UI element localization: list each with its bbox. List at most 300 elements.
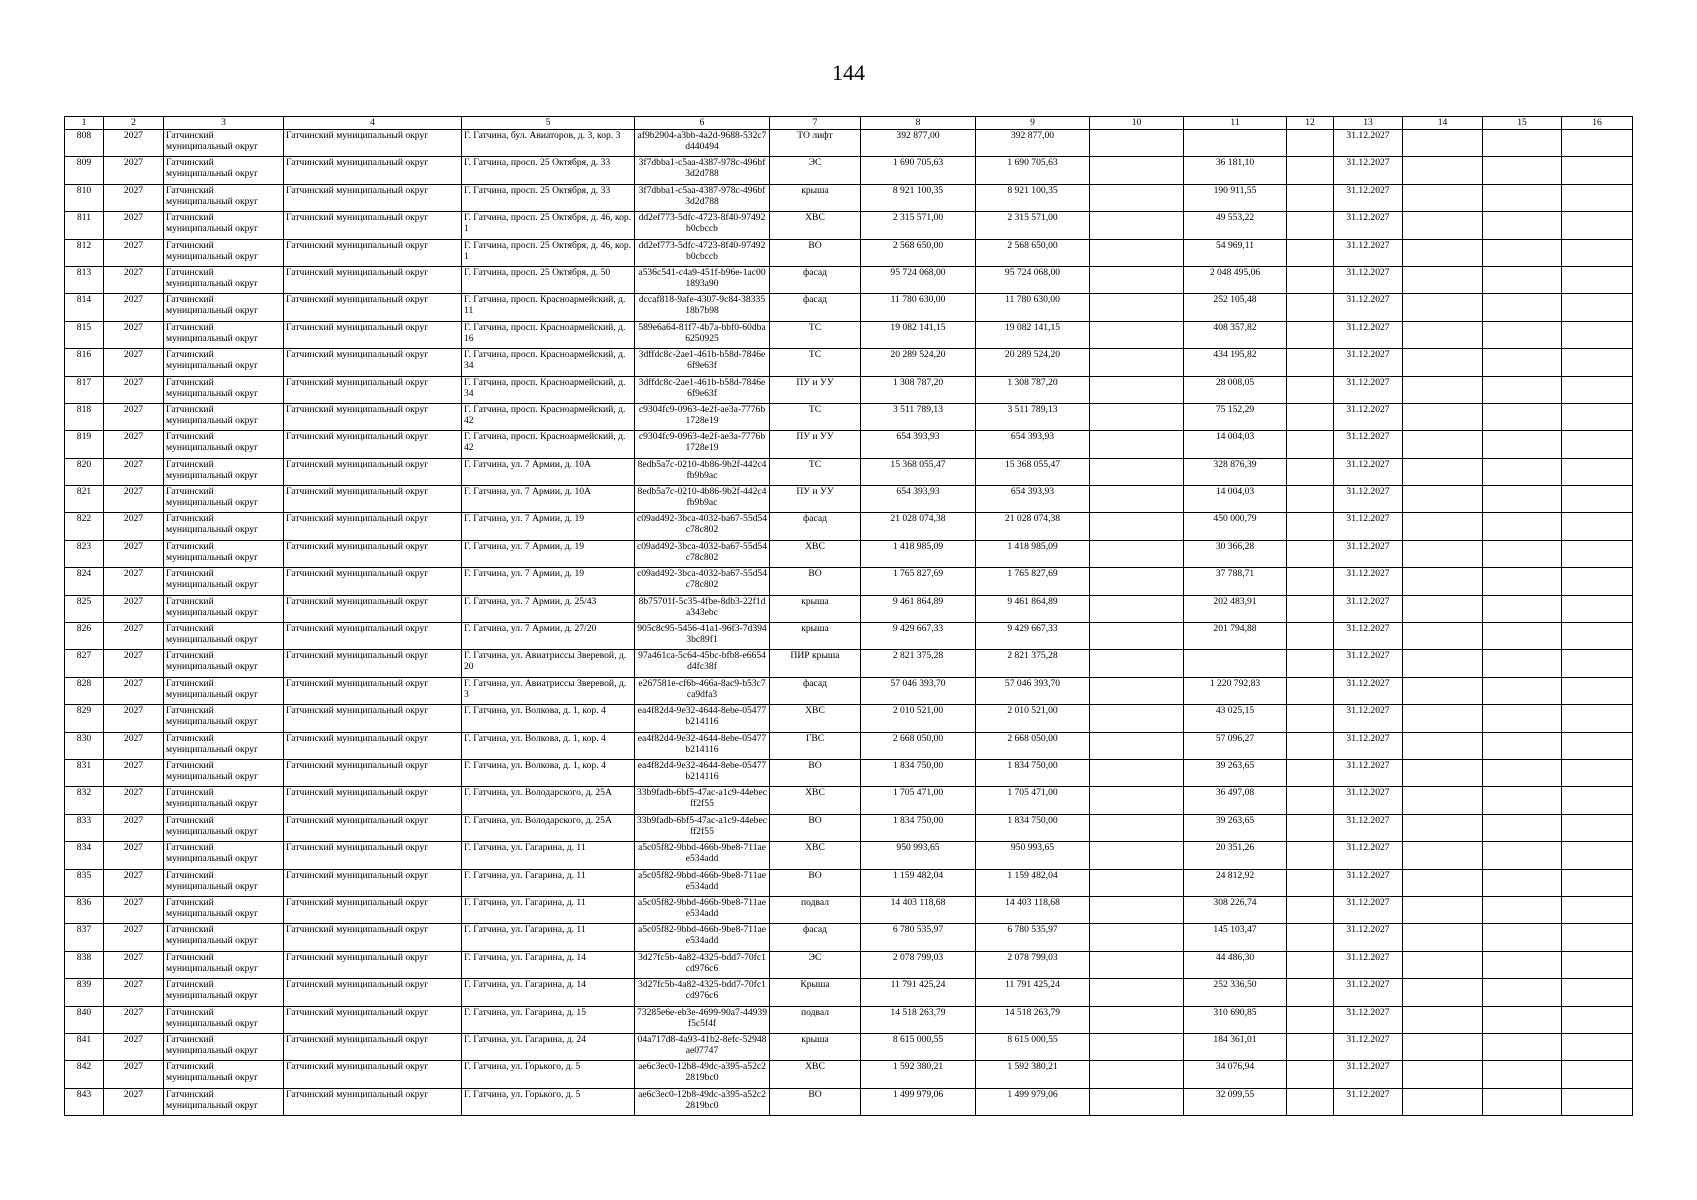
table-cell: фасад [770, 677, 861, 704]
table-cell: Гатчинский муниципальный округ [164, 759, 284, 786]
table-cell [1483, 623, 1562, 650]
table-cell: 73285e6e-eb3e-4699-90a7-44939f5c5f4f [635, 1006, 770, 1033]
table-cell: 24 812,92 [1184, 869, 1287, 896]
table-cell: 2027 [104, 431, 164, 458]
table-cell: 408 357,82 [1184, 321, 1287, 348]
table-cell: Гатчинский муниципальный округ [164, 842, 284, 869]
table-row [65, 486, 1633, 513]
table-cell: Гатчинский муниципальный округ [284, 595, 462, 622]
table-cell [1287, 568, 1334, 595]
table-cell: Гатчинский муниципальный округ [164, 184, 284, 211]
table-cell [1562, 403, 1633, 430]
table-cell [1403, 759, 1483, 786]
table-cell: 818 [65, 403, 104, 430]
table-cell: 57 096,27 [1184, 732, 1287, 759]
table-cell: Г. Гатчина, ул. Гагарина, д. 14 [462, 979, 635, 1006]
table-cell: Гатчинский муниципальный округ [164, 157, 284, 184]
table-cell: 2 821 375,28 [861, 650, 976, 677]
table-cell: Гатчинский муниципальный округ [164, 924, 284, 951]
table-row [65, 458, 1633, 485]
table-cell [1483, 540, 1562, 567]
table-cell: 1 220 792,83 [1184, 677, 1287, 704]
table-cell [1287, 458, 1334, 485]
table-body [65, 130, 1633, 1116]
table-cell: 39 263,65 [1184, 814, 1287, 841]
table-cell [1287, 376, 1334, 403]
table-cell [1483, 677, 1562, 704]
table-cell: Гатчинский муниципальный округ [164, 1061, 284, 1088]
table-cell [1287, 979, 1334, 1006]
table-cell: Гатчинский муниципальный округ [284, 266, 462, 293]
table-cell [1287, 705, 1334, 732]
table-cell: 308 226,74 [1184, 896, 1287, 923]
table-cell: 2027 [104, 568, 164, 595]
table-cell [1483, 979, 1562, 1006]
table-cell [1287, 759, 1334, 786]
table-cell [1403, 458, 1483, 485]
table-cell: 3f7dbba1-c5aa-4387-978c-496bf3d2d788 [635, 184, 770, 211]
table-cell: ТС [770, 321, 861, 348]
table-row [65, 650, 1633, 677]
table-cell: 31.12.2027 [1334, 1033, 1403, 1060]
column-number-cell: 8 [861, 117, 976, 130]
table-row [65, 842, 1633, 869]
table-cell: 822 [65, 513, 104, 540]
table-cell: c09ad492-3bca-4032-ba67-55d54c78c802 [635, 513, 770, 540]
table-cell [1287, 294, 1334, 321]
table-cell: Гатчинский муниципальный округ [164, 732, 284, 759]
table-cell [1403, 486, 1483, 513]
table-cell [1483, 376, 1562, 403]
table-cell: ae6c3ec0-12b8-49dc-a395-a52c22819bc0 [635, 1088, 770, 1115]
table-cell: Гатчинский муниципальный округ [284, 759, 462, 786]
table-cell [1287, 787, 1334, 814]
table-cell [1403, 294, 1483, 321]
table-row [65, 623, 1633, 650]
table-cell [1562, 951, 1633, 978]
table-cell: Г. Гатчина, ул. 7 Армии, д. 27/20 [462, 623, 635, 650]
table-row [65, 759, 1633, 786]
table-cell [1090, 157, 1184, 184]
table-cell [1403, 349, 1483, 376]
table-row [65, 376, 1633, 403]
table-cell: Гатчинский муниципальный округ [284, 568, 462, 595]
table-cell: 2027 [104, 130, 164, 157]
table-cell: 97a461ca-5c64-45bc-bfb8-e6654d4fc38f [635, 650, 770, 677]
table-cell: Г. Гатчина, просп. Красноармейский, д. 16 [462, 321, 635, 348]
table-row [65, 732, 1633, 759]
table-cell: Гатчинский муниципальный округ [284, 349, 462, 376]
table-cell [1483, 486, 1562, 513]
table-cell: 392 877,00 [861, 130, 976, 157]
table-cell: 1 308 787,20 [861, 376, 976, 403]
table-cell: 44 486,30 [1184, 951, 1287, 978]
table-cell: Г. Гатчина, ул. Гагарина, д. 24 [462, 1033, 635, 1060]
column-number-cell: 2 [104, 117, 164, 130]
table-cell [1090, 787, 1184, 814]
table-cell: ea4f82d4-9e32-4644-8ebe-05477b214116 [635, 759, 770, 786]
table-cell: 2 010 521,00 [976, 705, 1090, 732]
table-cell [1403, 705, 1483, 732]
table-cell: Гатчинский муниципальный округ [164, 403, 284, 430]
table-cell: 31.12.2027 [1334, 814, 1403, 841]
table-cell [1403, 540, 1483, 567]
table-cell [1090, 896, 1184, 923]
table-cell: Гатчинский муниципальный округ [284, 732, 462, 759]
table-cell [1090, 184, 1184, 211]
table-cell [1287, 239, 1334, 266]
table-cell: 252 336,50 [1184, 979, 1287, 1006]
column-number-cell: 4 [284, 117, 462, 130]
table-cell: 654 393,93 [861, 486, 976, 513]
table-cell [1403, 212, 1483, 239]
table-cell: a5c05f82-9bbd-466b-9be8-711aee534add [635, 842, 770, 869]
table-row [65, 184, 1633, 211]
table-cell: 2027 [104, 924, 164, 951]
table-cell: Гатчинский муниципальный округ [284, 1088, 462, 1115]
table-cell: 1 499 979,06 [861, 1088, 976, 1115]
table-cell: Гатчинский муниципальный округ [164, 294, 284, 321]
table-cell: 32 099,55 [1184, 1088, 1287, 1115]
table-cell: 2027 [104, 677, 164, 704]
table-cell: Гатчинский муниципальный округ [164, 1088, 284, 1115]
table-cell [1562, 896, 1633, 923]
table-cell: 31.12.2027 [1334, 212, 1403, 239]
table-cell: 1 159 482,04 [976, 869, 1090, 896]
table-cell [1403, 814, 1483, 841]
table-cell: 11 780 630,00 [976, 294, 1090, 321]
table-cell [1403, 431, 1483, 458]
table-cell: 823 [65, 540, 104, 567]
table-cell [1287, 157, 1334, 184]
table-cell: 820 [65, 458, 104, 485]
table-cell: 8 921 100,35 [976, 184, 1090, 211]
table-row [65, 266, 1633, 293]
table-cell [1287, 321, 1334, 348]
table-cell: 833 [65, 814, 104, 841]
table-cell [1287, 650, 1334, 677]
table-cell: 31.12.2027 [1334, 842, 1403, 869]
table-cell [1090, 266, 1184, 293]
table-cell: Г. Гатчина, ул. Гагарина, д. 11 [462, 924, 635, 951]
table-cell: 841 [65, 1033, 104, 1060]
table-cell: 2027 [104, 321, 164, 348]
table-cell: 30 366,28 [1184, 540, 1287, 567]
table-cell: Гатчинский муниципальный округ [284, 403, 462, 430]
table-cell [1483, 896, 1562, 923]
table-cell [1483, 759, 1562, 786]
table-cell: 838 [65, 951, 104, 978]
table-cell [1483, 568, 1562, 595]
table-cell [1403, 951, 1483, 978]
table-cell [1562, 239, 1633, 266]
table-cell [1090, 458, 1184, 485]
table-cell: 14 004,03 [1184, 431, 1287, 458]
table-cell: 33b9fadb-6bf5-47ac-a1c9-44ebecff2f55 [635, 787, 770, 814]
table-cell: 1 834 750,00 [861, 759, 976, 786]
table-cell [1562, 677, 1633, 704]
table-cell: ТС [770, 458, 861, 485]
table-cell: фасад [770, 266, 861, 293]
table-cell [1562, 814, 1633, 841]
table-cell: 9 461 864,89 [976, 595, 1090, 622]
table-cell: 04a717d8-4a93-41b2-8efc-52948ae07747 [635, 1033, 770, 1060]
table-cell: 840 [65, 1006, 104, 1033]
table-cell: 21 028 074,38 [976, 513, 1090, 540]
table-cell: ТО лифт [770, 130, 861, 157]
table-row [65, 431, 1633, 458]
table-cell: Гатчинский муниципальный округ [284, 239, 462, 266]
table-cell: 2027 [104, 623, 164, 650]
table-cell [1483, 458, 1562, 485]
table-cell: Гатчинский муниципальный округ [164, 595, 284, 622]
table-cell: 2027 [104, 869, 164, 896]
table-cell: 8 615 000,55 [976, 1033, 1090, 1060]
table-cell: 2027 [104, 403, 164, 430]
table-cell [1562, 349, 1633, 376]
table-row [65, 239, 1633, 266]
table-cell: 31.12.2027 [1334, 869, 1403, 896]
table-cell: 1 705 471,00 [976, 787, 1090, 814]
table-cell: Гатчинский муниципальный округ [284, 513, 462, 540]
table-cell [1562, 321, 1633, 348]
table-cell: 2027 [104, 979, 164, 1006]
table-cell [1090, 1006, 1184, 1033]
table-cell: Гатчинский муниципальный округ [164, 705, 284, 732]
table-cell: 31.12.2027 [1334, 759, 1403, 786]
table-cell: Г. Гатчина, ул. 7 Армии, д. 19 [462, 568, 635, 595]
table-cell [1403, 513, 1483, 540]
table-cell: 31.12.2027 [1334, 787, 1403, 814]
table-cell [1483, 266, 1562, 293]
table-cell: 20 289 524,20 [976, 349, 1090, 376]
table-cell: 20 289 524,20 [861, 349, 976, 376]
table-cell: 3dffdc8c-2ae1-461b-b58d-7846e6f9e63f [635, 376, 770, 403]
table-row [65, 951, 1633, 978]
table-cell [1090, 595, 1184, 622]
table-cell: 57 046 393,70 [976, 677, 1090, 704]
table-cell: 36 497,08 [1184, 787, 1287, 814]
table-cell: 31.12.2027 [1334, 130, 1403, 157]
table-cell: Гатчинский муниципальный округ [164, 896, 284, 923]
table-cell: Гатчинский муниципальный округ [284, 1033, 462, 1060]
table-cell [1562, 458, 1633, 485]
table-cell: ВО [770, 869, 861, 896]
table-cell [1287, 266, 1334, 293]
table-cell [1090, 486, 1184, 513]
table-cell: 1 592 380,21 [861, 1061, 976, 1088]
table-cell [1483, 1088, 1562, 1115]
registry-table [64, 116, 1633, 1116]
column-number-cell: 14 [1403, 117, 1483, 130]
table-cell [1562, 1061, 1633, 1088]
table-cell: Г. Гатчина, просп. 25 Октября, д. 46, кор. 1 [462, 239, 635, 266]
table-cell: 2027 [104, 513, 164, 540]
table-cell: 8b75701f-5c35-4fbe-8db3-22f1da343ebc [635, 595, 770, 622]
table-cell: 2 315 571,00 [976, 212, 1090, 239]
table-cell [1562, 157, 1633, 184]
table-cell [1287, 623, 1334, 650]
table-cell: 328 876,39 [1184, 458, 1287, 485]
table-cell: 20 351,26 [1184, 842, 1287, 869]
table-cell [1483, 842, 1562, 869]
table-cell: 8edb5a7c-0210-4b86-9b2f-442c4fb9b9ac [635, 458, 770, 485]
table-cell: 825 [65, 595, 104, 622]
table-cell: Гатчинский муниципальный округ [164, 951, 284, 978]
table-cell: 814 [65, 294, 104, 321]
table-cell [1403, 842, 1483, 869]
table-cell [1090, 623, 1184, 650]
table-cell: dd2ef773-5dfc-4723-8f40-97492b0cbccb [635, 239, 770, 266]
table-cell: 31.12.2027 [1334, 595, 1403, 622]
table-cell: ХВС [770, 1061, 861, 1088]
table-cell [1483, 924, 1562, 951]
table-cell: 9 429 667,33 [976, 623, 1090, 650]
table-cell: ПУ и УУ [770, 486, 861, 513]
table-cell: Гатчинский муниципальный округ [284, 951, 462, 978]
table-row [65, 705, 1633, 732]
table-cell [1287, 924, 1334, 951]
table-cell: 1 690 705,63 [861, 157, 976, 184]
table-cell: 252 105,48 [1184, 294, 1287, 321]
table-cell: 842 [65, 1061, 104, 1088]
table-cell [1483, 595, 1562, 622]
table-cell: 2027 [104, 595, 164, 622]
table-cell: 145 103,47 [1184, 924, 1287, 951]
table-cell [1403, 623, 1483, 650]
table-cell: a536c541-c4a9-451f-b96e-1ac001893a90 [635, 266, 770, 293]
table-cell: 11 780 630,00 [861, 294, 976, 321]
table-cell: 1 690 705,63 [976, 157, 1090, 184]
table-cell: 3 511 789,13 [976, 403, 1090, 430]
table-cell: Гатчинский муниципальный округ [164, 623, 284, 650]
table-cell: Гатчинский муниципальный округ [284, 979, 462, 1006]
table-cell: Г. Гатчина, ул. Володарского, д. 25А [462, 814, 635, 841]
table-cell: 31.12.2027 [1334, 1088, 1403, 1115]
table-cell: Г. Гатчина, ул. 7 Армии, д. 19 [462, 513, 635, 540]
table-cell [1287, 869, 1334, 896]
table-cell: 190 911,55 [1184, 184, 1287, 211]
table-cell: 95 724 068,00 [861, 266, 976, 293]
table-cell: крыша [770, 595, 861, 622]
table-cell [1403, 650, 1483, 677]
table-row [65, 787, 1633, 814]
table-cell: 75 152,29 [1184, 403, 1287, 430]
table-row [65, 1033, 1633, 1060]
table-cell [1287, 896, 1334, 923]
table-cell: dccaf818-9afe-4307-9c84-3833518b7b98 [635, 294, 770, 321]
table-cell: 829 [65, 705, 104, 732]
table-cell: 831 [65, 759, 104, 786]
table-cell: ПУ и УУ [770, 376, 861, 403]
table-cell: 31.12.2027 [1334, 623, 1403, 650]
table-cell: ПУ и УУ [770, 431, 861, 458]
table-cell: 2027 [104, 486, 164, 513]
table-cell [1483, 157, 1562, 184]
table-cell: 2 668 050,00 [861, 732, 976, 759]
table-cell: Гатчинский муниципальный округ [284, 924, 462, 951]
table-cell [1403, 869, 1483, 896]
table-cell: Гатчинский муниципальный округ [164, 869, 284, 896]
table-cell: 31.12.2027 [1334, 1061, 1403, 1088]
table-cell [1562, 759, 1633, 786]
table-cell: фасад [770, 294, 861, 321]
table-cell: 14 403 118,68 [976, 896, 1090, 923]
table-cell: 2 568 650,00 [976, 239, 1090, 266]
table-cell: 654 393,93 [861, 431, 976, 458]
table-cell: 2027 [104, 266, 164, 293]
table-cell: 31.12.2027 [1334, 677, 1403, 704]
table-cell: 49 553,22 [1184, 212, 1287, 239]
table-cell [1287, 732, 1334, 759]
table-cell [1403, 1033, 1483, 1060]
table-row [65, 1061, 1633, 1088]
table-cell [1090, 431, 1184, 458]
table-cell [1090, 540, 1184, 567]
table-cell: 828 [65, 677, 104, 704]
table-cell [1090, 1088, 1184, 1115]
table-cell [1483, 321, 1562, 348]
table-cell: 654 393,93 [976, 486, 1090, 513]
table-cell: 2027 [104, 239, 164, 266]
table-cell [1562, 540, 1633, 567]
table-cell: Гатчинский муниципальный округ [284, 157, 462, 184]
table-cell: 201 794,88 [1184, 623, 1287, 650]
table-cell: Г. Гатчина, ул. Гагарина, д. 14 [462, 951, 635, 978]
table-cell: Г. Гатчина, ул. Гагарина, д. 11 [462, 896, 635, 923]
table-cell: Гатчинский муниципальный округ [164, 376, 284, 403]
table-cell [1483, 1006, 1562, 1033]
table-cell: 31.12.2027 [1334, 951, 1403, 978]
table-cell [1090, 376, 1184, 403]
table-cell: 310 690,85 [1184, 1006, 1287, 1033]
table-cell: 2027 [104, 540, 164, 567]
table-cell: Гатчинский муниципальный округ [164, 130, 284, 157]
table-cell: 33b9fadb-6bf5-47ac-a1c9-44ebecff2f55 [635, 814, 770, 841]
table-row [65, 1088, 1633, 1115]
table-cell: Гатчинский муниципальный округ [164, 1006, 284, 1033]
table-cell: Г. Гатчина, ул. Гагарина, д. 15 [462, 1006, 635, 1033]
table-cell [1287, 1006, 1334, 1033]
table-cell: Гатчинский муниципальный округ [164, 540, 284, 567]
table-cell: ЭС [770, 951, 861, 978]
table-cell [1483, 1033, 1562, 1060]
table-cell [1287, 595, 1334, 622]
table-cell: Гатчинский муниципальный округ [284, 814, 462, 841]
table-cell: ТС [770, 349, 861, 376]
table-cell: Г. Гатчина, просп. Красноармейский, д. 34 [462, 349, 635, 376]
table-cell [1403, 376, 1483, 403]
column-number-cell: 11 [1184, 117, 1287, 130]
table-cell: 31.12.2027 [1334, 184, 1403, 211]
table-cell: Г. Гатчина, ул. Авиатриссы Зверевой, д. 20 [462, 650, 635, 677]
table-cell: Гатчинский муниципальный округ [164, 486, 284, 513]
table-cell: Г. Гатчина, ул. Горького, д. 5 [462, 1088, 635, 1115]
table-cell [1562, 184, 1633, 211]
table-cell [1483, 184, 1562, 211]
table-cell [1090, 814, 1184, 841]
table-cell: 2027 [104, 1061, 164, 1088]
table-cell: 826 [65, 623, 104, 650]
table-cell [1562, 732, 1633, 759]
table-cell: Г. Гатчина, ул. Гагарина, д. 11 [462, 842, 635, 869]
table-cell: 1 834 750,00 [976, 814, 1090, 841]
table-cell [1403, 896, 1483, 923]
table-cell [1090, 130, 1184, 157]
table-cell: 14 004,03 [1184, 486, 1287, 513]
table-cell: 54 969,11 [1184, 239, 1287, 266]
table-row [65, 349, 1633, 376]
